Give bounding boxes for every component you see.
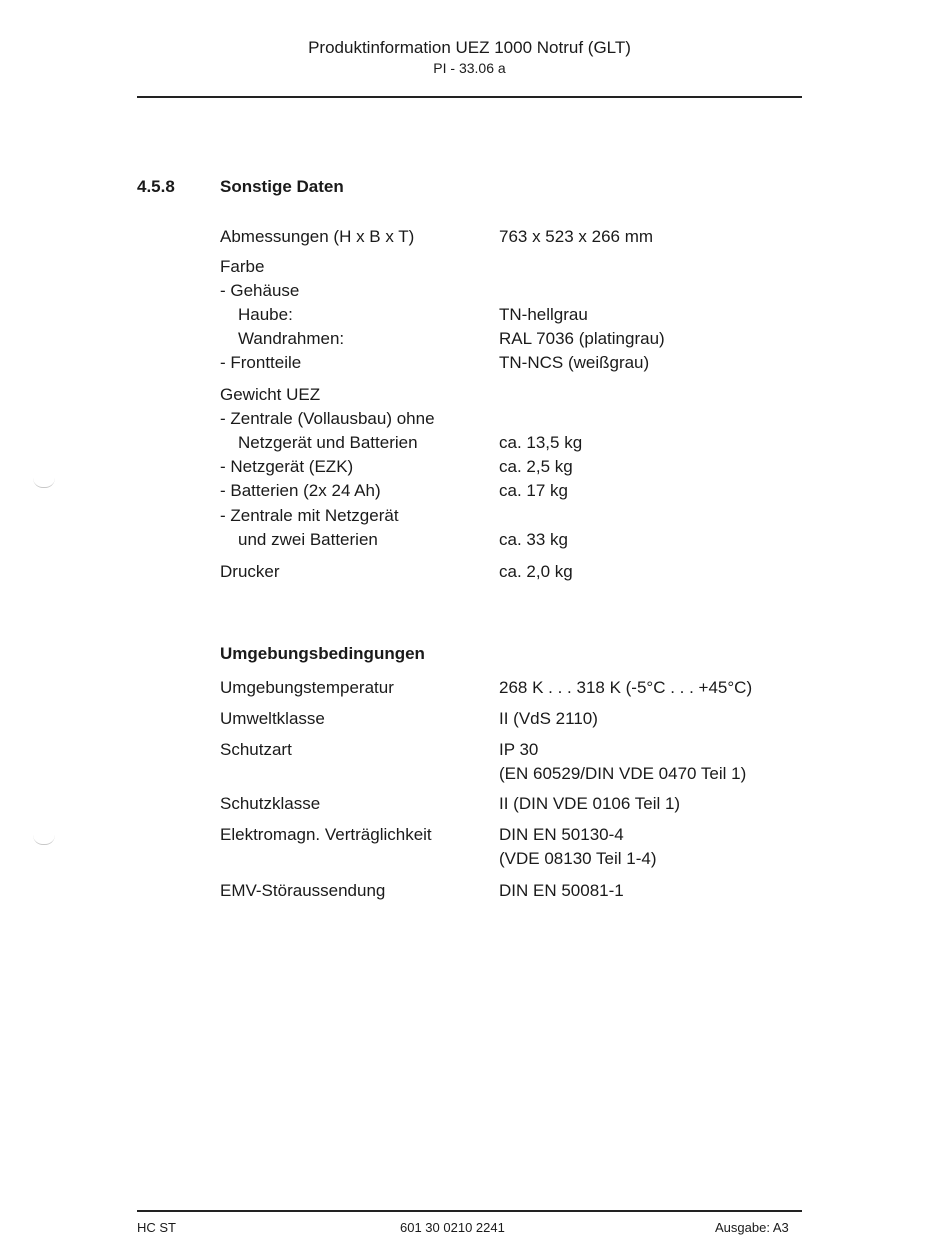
wall-frame-value: RAL 7036 (platingrau) [499,329,665,348]
protection-class-value: II (DIN VDE 0106 Teil 1) [499,794,681,813]
footer-center: 601 30 0210 2241 [400,1220,505,1235]
central-with-power-label-line1: - Zentrale mit Netzgerät [220,506,399,525]
central-unit-weight: ca. 13,5 kg [499,433,583,452]
central-with-power-label-line2: und zwei Batterien [238,530,378,549]
document-title: Produktinformation UEZ 1000 Notruf (GLT) [308,38,631,57]
wall-frame-label: Wandrahmen: [238,329,345,348]
dimensions-label: Abmessungen (H x B x T) [220,227,415,246]
front-parts-label: - Frontteile [220,353,302,372]
emc-label: Elektromagn. Verträglichkeit [220,825,432,844]
section-title: Sonstige Daten [220,177,344,196]
protection-type-label: Schutzart [220,740,292,759]
footer-right: Ausgabe: A3 [715,1220,789,1235]
scan-mark [33,478,55,488]
protection-class-label: Schutzklasse [220,794,321,813]
environment-class-label: Umweltklasse [220,709,325,728]
printer-label: Drucker [220,562,280,581]
dimensions-value: 763 x 523 x 266 mm [499,227,654,246]
hood-value: TN-hellgrau [499,305,588,324]
central-with-power-weight: ca. 33 kg [499,530,568,549]
section-number: 4.5.8 [137,177,175,196]
color-label: Farbe [220,257,265,276]
emc-standard: (VDE 08130 Teil 1-4) [499,849,657,868]
page-header [137,38,802,76]
scan-mark [33,835,55,845]
batteries-weight: ca. 17 kg [499,481,568,500]
footer-divider [137,1210,802,1212]
weight-label: Gewicht UEZ [220,385,321,404]
environment-class-value: II (VdS 2110) [499,709,598,728]
front-parts-value: TN-NCS (weißgrau) [499,353,650,372]
housing-label: - Gehäuse [220,281,300,300]
footer-left: HC ST [137,1220,176,1235]
central-unit-label-line2: Netzgerät und Batterien [238,433,418,452]
ambient-temperature-label: Umgebungstemperatur [220,678,394,697]
hood-label: Haube: [238,305,293,324]
emission-label: EMV-Störaussendung [220,881,386,900]
protection-type-value: IP 30 [499,740,539,759]
power-supply-label: - Netzgerät (EZK) [220,457,354,476]
power-supply-weight: ca. 2,5 kg [499,457,573,476]
document-id: PI - 33.06 a [433,60,506,76]
emission-value: DIN EN 50081-1 [499,881,624,900]
emc-value: DIN EN 50130-4 [499,825,624,844]
environment-heading: Umgebungsbedingungen [220,644,425,663]
header-divider [137,96,802,98]
batteries-label: - Batterien (2x 24 Ah) [220,481,381,500]
central-unit-label-line1: - Zentrale (Vollausbau) ohne [220,409,435,428]
protection-type-standard: (EN 60529/DIN VDE 0470 Teil 1) [499,764,747,783]
printer-weight: ca. 2,0 kg [499,562,573,581]
ambient-temperature-value: 268 K . . . 318 K (-5°C . . . +45°C) [499,678,753,697]
